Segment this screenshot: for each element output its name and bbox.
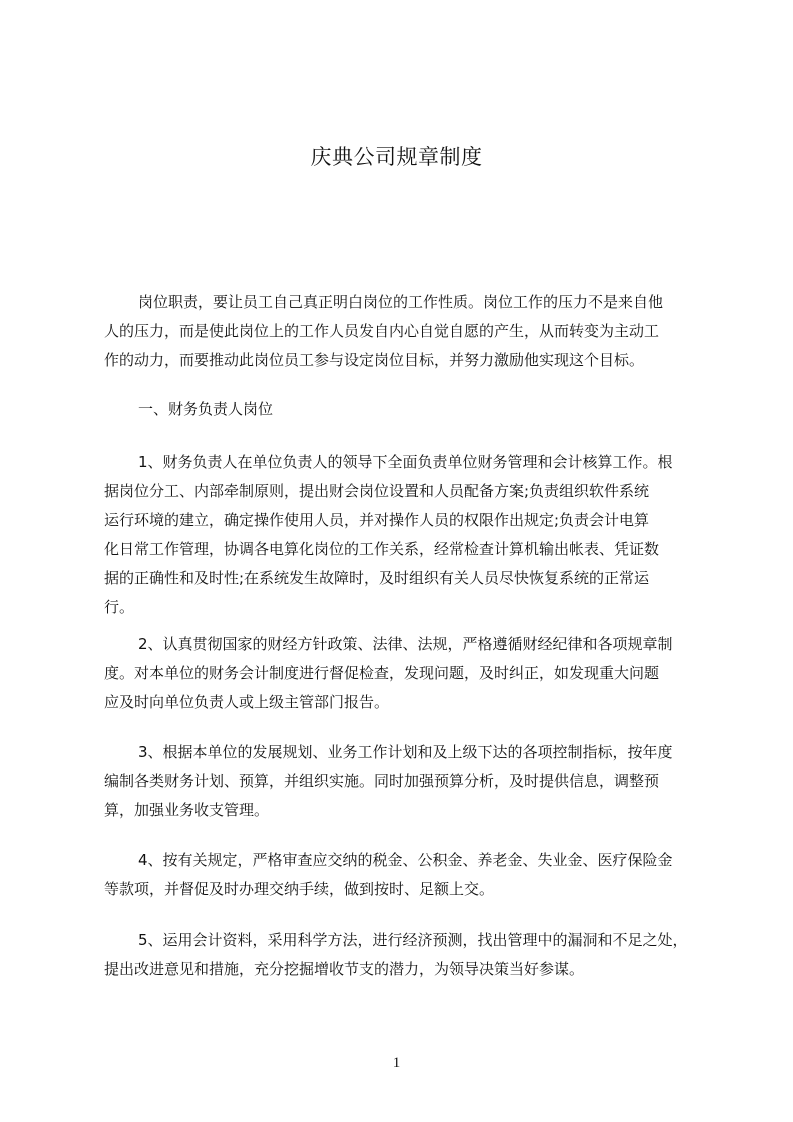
- duty-line: 据岗位分工、内部牵制原则，提出财会岗位设置和人员配备方案;负责组织软件系统: [104, 482, 650, 500]
- duty-line: 运行环境的建立，确定操作使用人员，并对操作人员的权限作出规定;负责会计电算: [104, 511, 650, 529]
- duty-item-1: [104, 448, 716, 622]
- duty-item-5: [104, 926, 716, 984]
- duty-line: 化日常工作管理，协调各电算化岗位的工作关系，经常检查计算机输出帐表、凭证数: [104, 540, 660, 558]
- section-heading: 一、财务负责人岗位: [138, 400, 274, 418]
- intro-line: 作的动力，而要推动此岗位员工参与设定岗位目标，并努力激励他实现这个目标。: [104, 351, 645, 369]
- intro-paragraph: [104, 288, 716, 375]
- duty-line: 4、按有关规定，严格审查应交纳的税金、公积金、养老金、失业金、医疗保险金: [138, 851, 673, 869]
- duty-line: 等款项，并督促及时办理交纳手续，做到按时、足额上交。: [104, 880, 495, 898]
- duty-line: 编制各类财务计划、预算，并组织实施。同时加强预算分析，及时提供信息，调整预: [104, 772, 660, 790]
- duty-line: 2、认真贯彻国家的财经方针政策、法律、法规，严格遵循财经纪律和各项规章制: [138, 635, 673, 653]
- duty-line: 提出改进意见和措施，充分挖掘增收节支的潜力，为领导决策当好参谋。: [104, 960, 585, 978]
- duty-line: 算，加强业务收支管理。: [104, 801, 270, 819]
- duty-item-3: [104, 738, 716, 825]
- intro-line: 岗位职责，要让员工自己真正明白岗位的工作性质。岗位工作的压力不是来自他: [138, 293, 664, 311]
- duty-line: 据的正确性和及时性;在系统发生故障时，及时组织有关人员尽快恢复系统的正常运: [104, 569, 650, 587]
- duty-line: 1、财务负责人在单位负责人的领导下全面负责单位财务管理和会计核算工作。根: [138, 453, 673, 471]
- duty-line: 3、根据本单位的发展规划、业务工作计划和及上级下达的各项控制指标，按年度: [138, 743, 673, 761]
- page-number: 1: [392, 1055, 401, 1071]
- duty-item-4: [104, 846, 716, 904]
- document-title: 庆典公司规章制度: [310, 145, 483, 169]
- duty-line: 5、运用会计资料，采用科学方法，进行经济预测，找出管理中的漏洞和不足之处，: [138, 931, 688, 949]
- duty-item-2: [104, 630, 716, 717]
- duty-line: 度。对本单位的财务会计制度进行督促检查，发现问题，及时纠正，如发现重大问题: [104, 664, 660, 682]
- duty-line: 应及时向单位负责人或上级主管部门报告。: [104, 693, 390, 711]
- intro-line: 人的压力，而是使此岗位上的工作人员发自内心自觉自愿的产生，从而转变为主动工: [104, 322, 660, 340]
- duty-line: 行。: [104, 598, 135, 616]
